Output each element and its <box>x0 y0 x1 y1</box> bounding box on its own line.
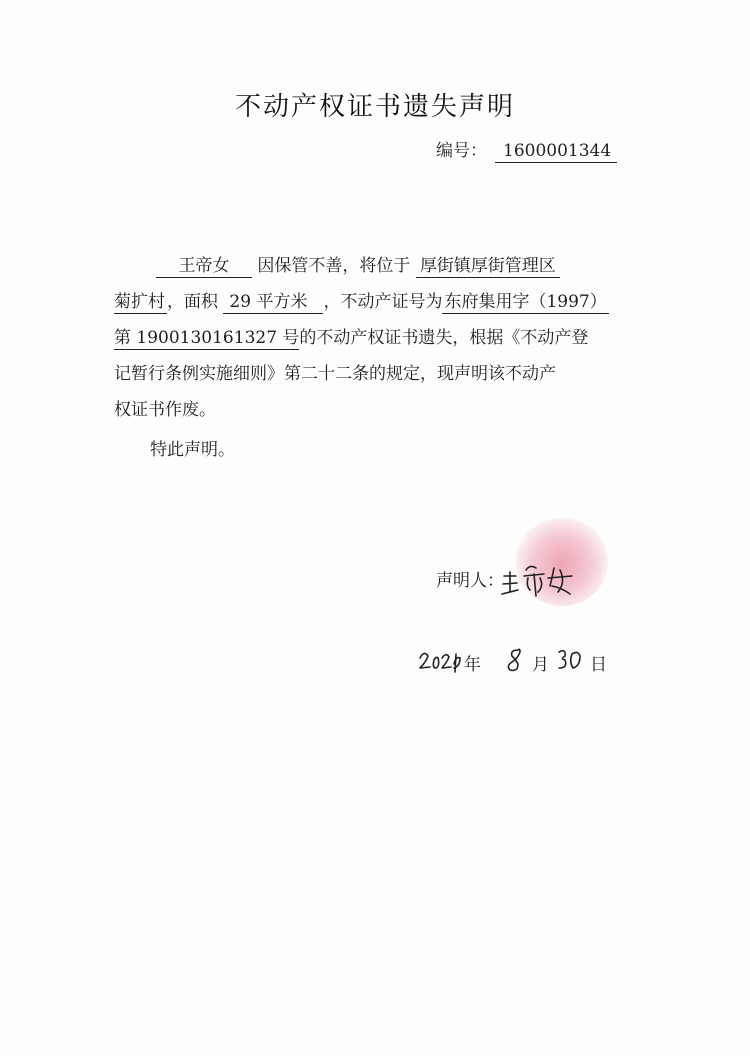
body-line-4: 记暂行条例实施细则》第二十二条的规定，现声明该不动产 <box>114 364 556 384</box>
body-line-2 <box>114 284 646 320</box>
document-number-row <box>436 136 617 163</box>
month-suffix: 月 <box>532 655 549 675</box>
declaration-body <box>114 248 646 468</box>
line1-text: 因保管不善，将位于 <box>257 256 411 276</box>
number-label: 编号： <box>436 141 487 161</box>
area-value: 29 平方米 <box>223 291 323 314</box>
handwritten-month <box>504 646 526 674</box>
body-line-5: 权证书作废。 <box>114 400 216 420</box>
owner-name: 王帝女 <box>156 255 252 278</box>
body-line-3 <box>114 320 646 356</box>
signer-label: 声明人： <box>436 571 504 591</box>
location-part2: 菊扩村 <box>114 292 165 312</box>
line3-rest: 的不动产权证书遗失，根据《不动产登 <box>299 328 589 348</box>
area-prefix: ，面积 <box>167 292 218 312</box>
handwritten-signature <box>500 556 580 600</box>
handwritten-year <box>418 648 462 674</box>
cert-prefix: ，不动产证号为 <box>323 292 443 312</box>
location-part1: 厚街镇厚街管理区 <box>416 255 560 278</box>
cert-part2: 第 1900130161327 号 <box>114 328 300 348</box>
handwritten-day <box>556 646 584 674</box>
signature-date <box>418 646 618 680</box>
document-title: 不动产权证书遗失声明 <box>234 92 515 122</box>
cert-part1: 东府集用字（1997） <box>444 292 607 312</box>
number-value: 1600001344 <box>495 141 617 163</box>
year-suffix: 年 <box>464 655 481 675</box>
day-suffix: 日 <box>590 655 607 675</box>
closing-statement: 特此声明。 <box>150 440 235 460</box>
body-line-1 <box>114 248 646 284</box>
